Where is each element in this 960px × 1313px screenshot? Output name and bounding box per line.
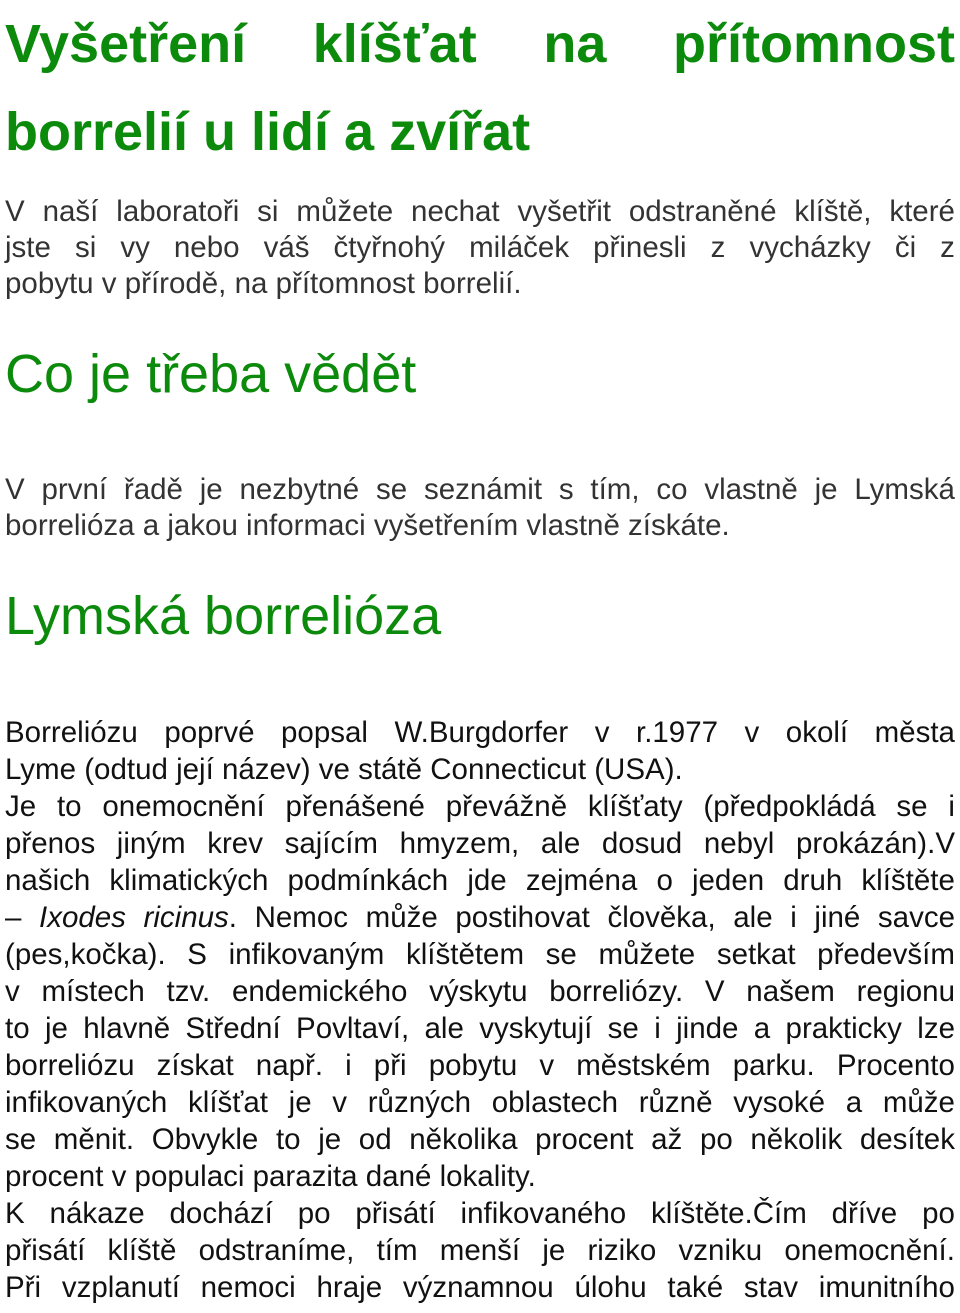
- word: onemocnění.: [784, 1234, 955, 1267]
- word: jiné: [814, 901, 861, 934]
- word: seznámit: [423, 473, 543, 506]
- word: Borreliózu: [5, 716, 138, 749]
- word: čtyřnohý: [333, 231, 446, 264]
- word: V: [5, 195, 25, 228]
- word: vyšetřit: [517, 195, 611, 228]
- word: procent: [535, 1123, 634, 1156]
- word: a: [845, 1086, 863, 1119]
- word: to: [5, 1012, 30, 1045]
- word: si: [74, 231, 97, 264]
- word: první: [41, 473, 108, 506]
- word: infikovaným: [228, 938, 385, 971]
- word: Při: [5, 1271, 42, 1304]
- word: významnou: [402, 1271, 554, 1304]
- word: borreliózy.: [549, 975, 684, 1008]
- word: ricinus.: [143, 901, 237, 934]
- text-line: [5, 715, 955, 751]
- word: ale: [733, 901, 773, 934]
- word: několik: [750, 1123, 843, 1156]
- word: S: [187, 938, 207, 971]
- word: přenášené: [285, 790, 425, 823]
- text-line: [5, 826, 955, 862]
- word: podmínkách: [287, 864, 449, 897]
- word: okolí: [785, 716, 849, 749]
- text-line: [5, 1085, 955, 1121]
- word: riziko: [587, 1234, 657, 1267]
- word: regionu: [856, 975, 955, 1008]
- word: V: [704, 975, 725, 1008]
- word: přisátí: [5, 1234, 86, 1267]
- word: to: [275, 1123, 301, 1156]
- word: klíšťat: [188, 1086, 268, 1119]
- word: sajícím: [284, 827, 378, 860]
- word: je: [814, 473, 838, 506]
- word: lze: [917, 1012, 955, 1045]
- word: jinde: [676, 1012, 739, 1045]
- word: co: [656, 473, 688, 506]
- word: Lymská: [854, 473, 955, 506]
- word: druh: [783, 864, 843, 897]
- word: které: [889, 195, 955, 228]
- word: vy: [120, 231, 150, 264]
- word: nemoci: [200, 1271, 296, 1304]
- word: klíštěte.Čím: [651, 1197, 807, 1230]
- word: Povltaví,: [296, 1012, 410, 1045]
- word: (pes,kočka).: [5, 938, 166, 971]
- word: v: [332, 1086, 348, 1119]
- word: klíštětem: [406, 938, 525, 971]
- word: nebyl: [703, 827, 775, 860]
- word: po: [297, 1197, 331, 1230]
- word: města: [874, 716, 955, 749]
- word: dochází: [169, 1197, 273, 1230]
- word: oblastech: [491, 1086, 619, 1119]
- word: můžete: [296, 195, 394, 228]
- text-line: [5, 1233, 955, 1269]
- word: člověka,: [607, 901, 716, 934]
- word: pobytu: [428, 1049, 518, 1082]
- text-line: [5, 900, 955, 936]
- word: řadě: [123, 473, 183, 506]
- word: klíště,: [794, 195, 872, 228]
- word: se: [896, 790, 928, 823]
- word: zejména: [525, 864, 638, 897]
- word: onemocnění: [102, 790, 265, 823]
- word: a: [753, 1012, 771, 1045]
- word: i: [654, 1012, 661, 1045]
- word: z: [940, 231, 955, 264]
- page-title: Vyšetření klíšťat na přítomnost borrelií u lidí a zvířat: [5, 14, 955, 162]
- section-heading: Co je třeba vědět: [5, 344, 417, 404]
- word: nákaze: [49, 1197, 145, 1230]
- word: savce: [877, 901, 955, 934]
- section-heading: Lymská borrelióza: [5, 586, 442, 646]
- word: měnit.: [53, 1123, 135, 1156]
- word: po: [699, 1123, 733, 1156]
- word: tím,: [590, 473, 640, 506]
- word: hlavně: [83, 1012, 171, 1045]
- word: našem: [746, 975, 835, 1008]
- word: se: [376, 473, 408, 506]
- word: miláček: [469, 231, 570, 264]
- text-line: [5, 937, 955, 973]
- text-line: [5, 230, 955, 266]
- word: hmyzem,: [399, 827, 520, 860]
- word: dosud: [601, 827, 683, 860]
- word: popsal: [281, 716, 368, 749]
- word: infikovaného: [460, 1197, 627, 1230]
- word: našich: [5, 864, 91, 897]
- text-line: [5, 1196, 955, 1232]
- word: laboratoři: [116, 195, 240, 228]
- word: klíštěte: [861, 864, 955, 897]
- word: i: [345, 1049, 352, 1082]
- word: i: [948, 790, 955, 823]
- word: hraje: [316, 1271, 383, 1304]
- word: při: [373, 1049, 407, 1082]
- word: je: [199, 473, 223, 506]
- word: odstraníme,: [198, 1234, 355, 1267]
- word: výskytu: [429, 975, 528, 1008]
- word: je: [318, 1123, 342, 1156]
- word: nechat: [411, 195, 500, 228]
- word: poprvé: [164, 716, 255, 749]
- text-line: [5, 1048, 955, 1084]
- word: dříve: [831, 1197, 898, 1230]
- word: V: [5, 473, 25, 506]
- word: odstraněné: [628, 195, 777, 228]
- word: menší: [439, 1234, 521, 1267]
- word: K: [5, 1197, 25, 1230]
- word: jste: [5, 231, 51, 264]
- word: ale: [540, 827, 581, 860]
- word: převážně: [445, 790, 568, 823]
- word: v: [539, 1049, 555, 1082]
- text-line: [5, 472, 955, 508]
- text-line: [5, 974, 955, 1010]
- word: především: [817, 938, 955, 971]
- word: vyskytují: [479, 1012, 593, 1045]
- word: nezbytné: [239, 473, 360, 506]
- word: Procento: [836, 1049, 955, 1082]
- word: parku.: [732, 1049, 815, 1082]
- word: Ixodes: [39, 901, 126, 934]
- word: v: [594, 716, 610, 749]
- word: (předpokládá: [703, 790, 876, 823]
- word: i: [790, 901, 797, 934]
- word: prokázán).V: [795, 827, 955, 860]
- word: Nemoc: [254, 901, 349, 934]
- word: se: [5, 1123, 37, 1156]
- word: nebo: [173, 231, 240, 264]
- word: s: [558, 473, 574, 506]
- word: infikovaných: [5, 1086, 168, 1119]
- word: v: [5, 975, 20, 1008]
- word: či: [894, 231, 917, 264]
- word: klimatických: [109, 864, 269, 897]
- word: desítek: [859, 1123, 955, 1156]
- text-line: [5, 1011, 955, 1047]
- text-line: [5, 1270, 955, 1306]
- word: vzniku: [678, 1234, 763, 1267]
- word: vycházky: [749, 231, 871, 264]
- word: se: [607, 1012, 639, 1045]
- word: jiným: [116, 827, 186, 860]
- word: o: [656, 864, 673, 897]
- text-line: [5, 863, 955, 899]
- text-line: [5, 194, 955, 230]
- word: můžete: [598, 938, 696, 971]
- word: přisátí: [355, 1197, 436, 1230]
- word: různě: [638, 1086, 713, 1119]
- word: setkat: [716, 938, 796, 971]
- word: tzv.: [166, 975, 211, 1008]
- word: úlohu: [574, 1271, 647, 1304]
- word: imunitního: [818, 1271, 955, 1304]
- word: váš: [263, 231, 310, 264]
- word: tím: [376, 1234, 418, 1267]
- word: přinesli: [593, 231, 687, 264]
- word: se: [545, 938, 577, 971]
- word: místech: [41, 975, 145, 1008]
- word: r.1977: [636, 716, 719, 749]
- text-line: procent v populaci parazita dané lokality.: [5, 1160, 536, 1193]
- word: ale: [424, 1012, 464, 1045]
- word: naší: [42, 195, 99, 228]
- text-line: pobytu v přírodě, na přítomnost borrelií.: [5, 267, 522, 300]
- text-line: [5, 1122, 955, 1158]
- word: Obvykle: [151, 1123, 259, 1156]
- word: –: [5, 901, 22, 934]
- word: vlastně: [704, 473, 798, 506]
- word: si: [257, 195, 279, 228]
- word: např.: [255, 1049, 324, 1082]
- word: stav: [743, 1271, 799, 1304]
- word: to: [56, 790, 82, 823]
- word: po: [922, 1197, 955, 1230]
- word: krev: [207, 827, 263, 860]
- word: Je: [5, 790, 37, 823]
- word: získat: [156, 1049, 234, 1082]
- word: může: [882, 1086, 955, 1119]
- word: jeden: [691, 864, 765, 897]
- word: W.Burgdorfer: [394, 716, 569, 749]
- word: postihovat: [455, 901, 590, 934]
- text-line: Lyme (odtud její název) ve státě Connecticut (USA).: [5, 753, 683, 786]
- word: také: [667, 1271, 724, 1304]
- word: je: [288, 1086, 312, 1119]
- word: přenos: [5, 827, 96, 860]
- word: prakticky: [785, 1012, 902, 1045]
- word: od: [358, 1123, 392, 1156]
- word: v: [744, 716, 760, 749]
- word: endemického: [231, 975, 408, 1008]
- word: vysoké: [733, 1086, 826, 1119]
- text-line: borrelióza a jakou informaci vyšetřením vlastně získáte.: [5, 509, 730, 542]
- word: vzplanutí: [61, 1271, 180, 1304]
- word: může: [365, 901, 438, 934]
- word: několika: [409, 1123, 518, 1156]
- word: je: [44, 1012, 68, 1045]
- word: různých: [367, 1086, 472, 1119]
- word: městském: [576, 1049, 711, 1082]
- word: je: [542, 1234, 566, 1267]
- word: jde: [467, 864, 507, 897]
- word: klíště: [107, 1234, 177, 1267]
- word: Střední: [185, 1012, 281, 1045]
- word: až: [651, 1123, 683, 1156]
- text-line: [5, 789, 955, 825]
- word: borreliózu: [5, 1049, 135, 1082]
- word: z: [710, 231, 726, 264]
- word: klíšťaty: [587, 790, 683, 823]
